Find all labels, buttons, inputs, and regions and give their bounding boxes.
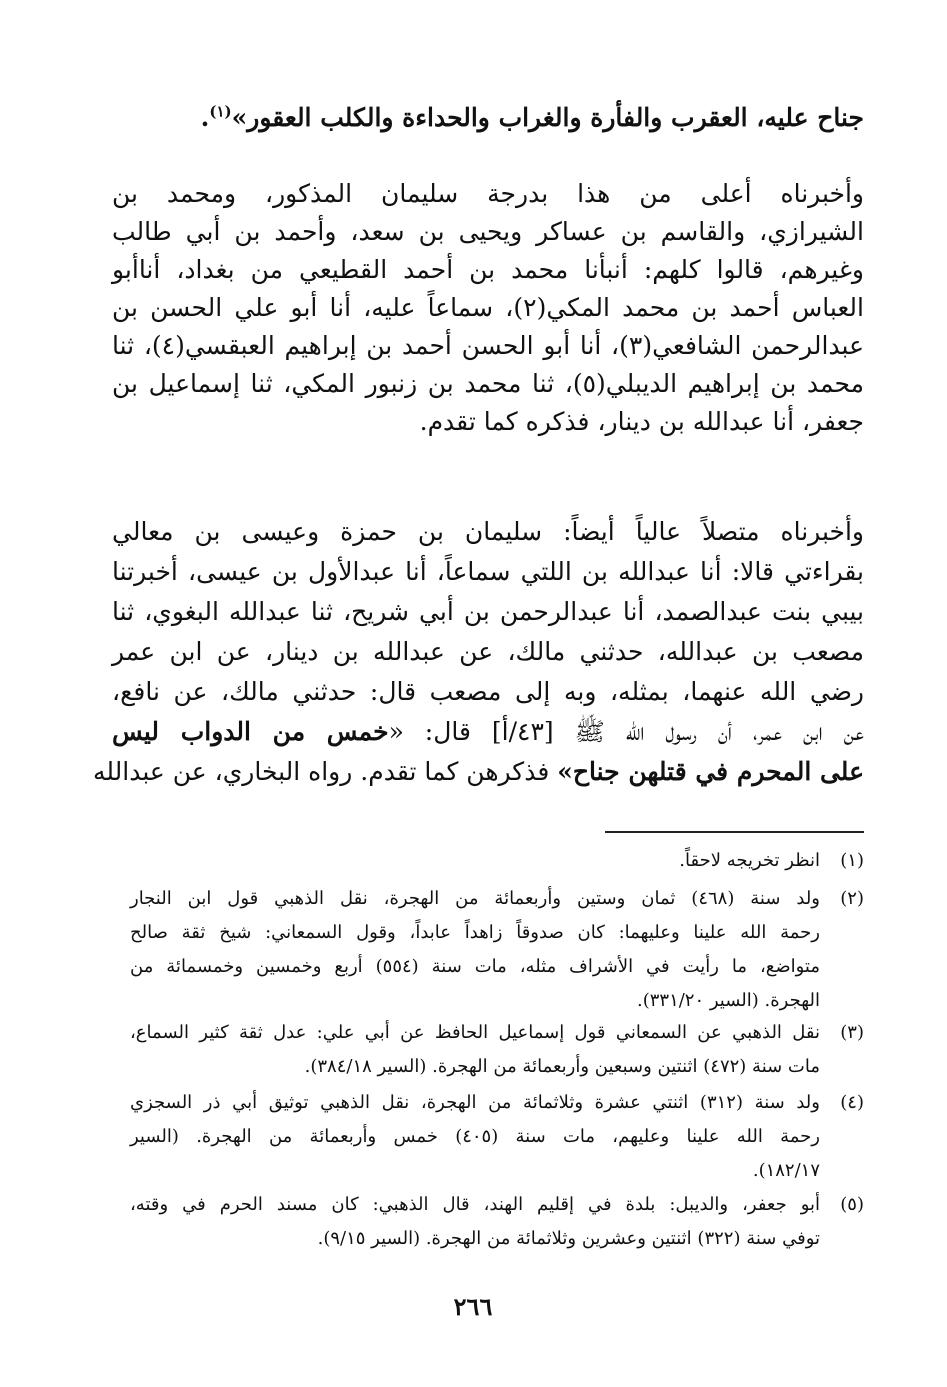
- opening-text: جناح عليه، العقرب والفأرة والغراب والحداءة والكلب العقور»: [231, 103, 864, 132]
- footnote-line: انظر تخريجه لاحقاً.: [679, 850, 820, 871]
- footnote-line: رحمة الله علينا وعليهما: كان صدوقاً زاهداً عابداً، وقول السمعاني: شيخ ثقة صالح: [130, 922, 820, 943]
- footnote-line: نقل الذهبي عن السمعاني قول إسماعيل الحافظ عن أبي علي: عدل ثقة كثير السماع،: [130, 1022, 820, 1043]
- footnote-line: رحمة الله علينا وعليهم، مات سنة (٤٠٥) خمس وأربعمائة من الهجرة. (السير: [130, 1126, 821, 1147]
- paragraph-1-line: عبدالرحمن الشافعي(٣)، أنا أبو الحسن أحمد بن إبراهيم العبقسي(٤)، ثنا: [112, 331, 864, 360]
- opening-period: .: [200, 103, 210, 132]
- footnote-number: (١): [840, 850, 864, 871]
- footnote-number: (٣): [840, 1022, 864, 1043]
- hadith-source: فذكرهن كما تقدم. رواه البخاري، عن عبدالله: [92, 757, 558, 786]
- footnote-line: ١٨٢/١٧).: [752, 1160, 820, 1181]
- footnote-divider: [605, 831, 864, 833]
- footnote-number: (٥): [840, 1194, 864, 1215]
- paragraph-1-line: الشيرازي، والقاسم بن عساكر ويحيى بن سعد، وأحمد بن أبي طالب: [112, 217, 864, 246]
- hadith-text-end: على المحرم في قتلهن جناح»: [557, 757, 864, 786]
- paragraph-1-line: وغيرهم، قالوا كلهم: أنبأنا محمد بن أحمد القطيعي من بغداد، أناأبو: [112, 255, 864, 284]
- footnote-line: ولد سنة (٤٦٨) ثمان وستين وأربعمائة من الهجرة، نقل الذهبي قول ابن النجار: [130, 888, 820, 909]
- opening-line-text: [112, 100, 864, 136]
- hadith-intro: عن ابن عمر، أن رسول الله ﷺ [٤٣/أ] قال: «: [388, 717, 864, 746]
- paragraph-1-line: العباس أحمد بن محمد المكي(٢)، سماعاً عليه، أنا أبو علي الحسن بن: [112, 293, 864, 322]
- footnote-line: مات سنة (٤٧٢) اثنتين وسبعين وأربعمائة من الهجرة. (السير ٣٨٤/١٨).: [304, 1056, 820, 1077]
- paragraph-2-line: رضي الله عنهما، بمثله، وبه إلى مصعب قال: حدثني مالك، عن نافع،: [112, 677, 864, 706]
- footnote-number: (٤): [840, 1092, 864, 1113]
- footnote-line: أبو جعفر، والديبل: بلدة في إقليم الهند، قال الذهبي: كان مسند الحرم في وقته،: [130, 1194, 820, 1215]
- paragraph-2-line: بقراءتي قالا: أنا عبدالله بن اللتي سماعاً، أنا عبدالأول بن عيسى، أخبرتنا: [112, 557, 864, 586]
- paragraph-2-line: مصعب بن عبدالله، حدثني مالك، عن عبدالله بن دينار، عن ابن عمر: [112, 637, 864, 666]
- paragraph-2-line: [112, 714, 864, 750]
- paragraph-2-line: وأخبرناه متصلاً عالياً أيضاً: سليمان بن حمزة وعيسى بن معالي: [112, 517, 864, 546]
- footnote-ref-1: (١): [209, 102, 232, 121]
- paragraph-2-line: بيبي بنت عبدالصمد، أنا عبدالرحمن بن أبي شريح، ثنا عبدالله البغوي، ثنا: [112, 597, 864, 626]
- paragraph-1-line: جعفر، أنا عبدالله بن دينار، فذكره كما تقدم.: [419, 407, 864, 436]
- footnote-line: الهجرة. (السير ٣٣١/٢٠).: [636, 990, 820, 1011]
- page-number: ٢٦٦: [453, 1292, 493, 1321]
- footnote-number: (٢): [840, 888, 864, 909]
- paragraph-2-line: [92, 754, 864, 790]
- footnote-line: ولد سنة (٣١٢) اثنتي عشرة وثلاثمائة من الهجرة، نقل الذهبي توثيق أبي ذر السجزي: [130, 1092, 820, 1113]
- paragraph-1-line: وأخبرناه أعلى من هذا بدرجة سليمان المذكور، ومحمد بن: [112, 179, 864, 208]
- paragraph-1-line: محمد بن إبراهيم الديبلي(٥)، ثنا محمد بن زنبور المكي، ثنا إسماعيل بن: [112, 369, 864, 398]
- footnote-line: متواضع، ما رأيت في الأشراف مثله، مات سنة (٥٥٤) أربع وخمسين وخمسمائة من: [130, 956, 821, 977]
- footnote-line: توفي سنة (٣٢٢) اثنتين وعشرين وثلاثمائة من الهجرة. (السير ٩/١٥).: [317, 1228, 820, 1249]
- hadith-text-start: خمس من الدواب ليس: [112, 717, 389, 746]
